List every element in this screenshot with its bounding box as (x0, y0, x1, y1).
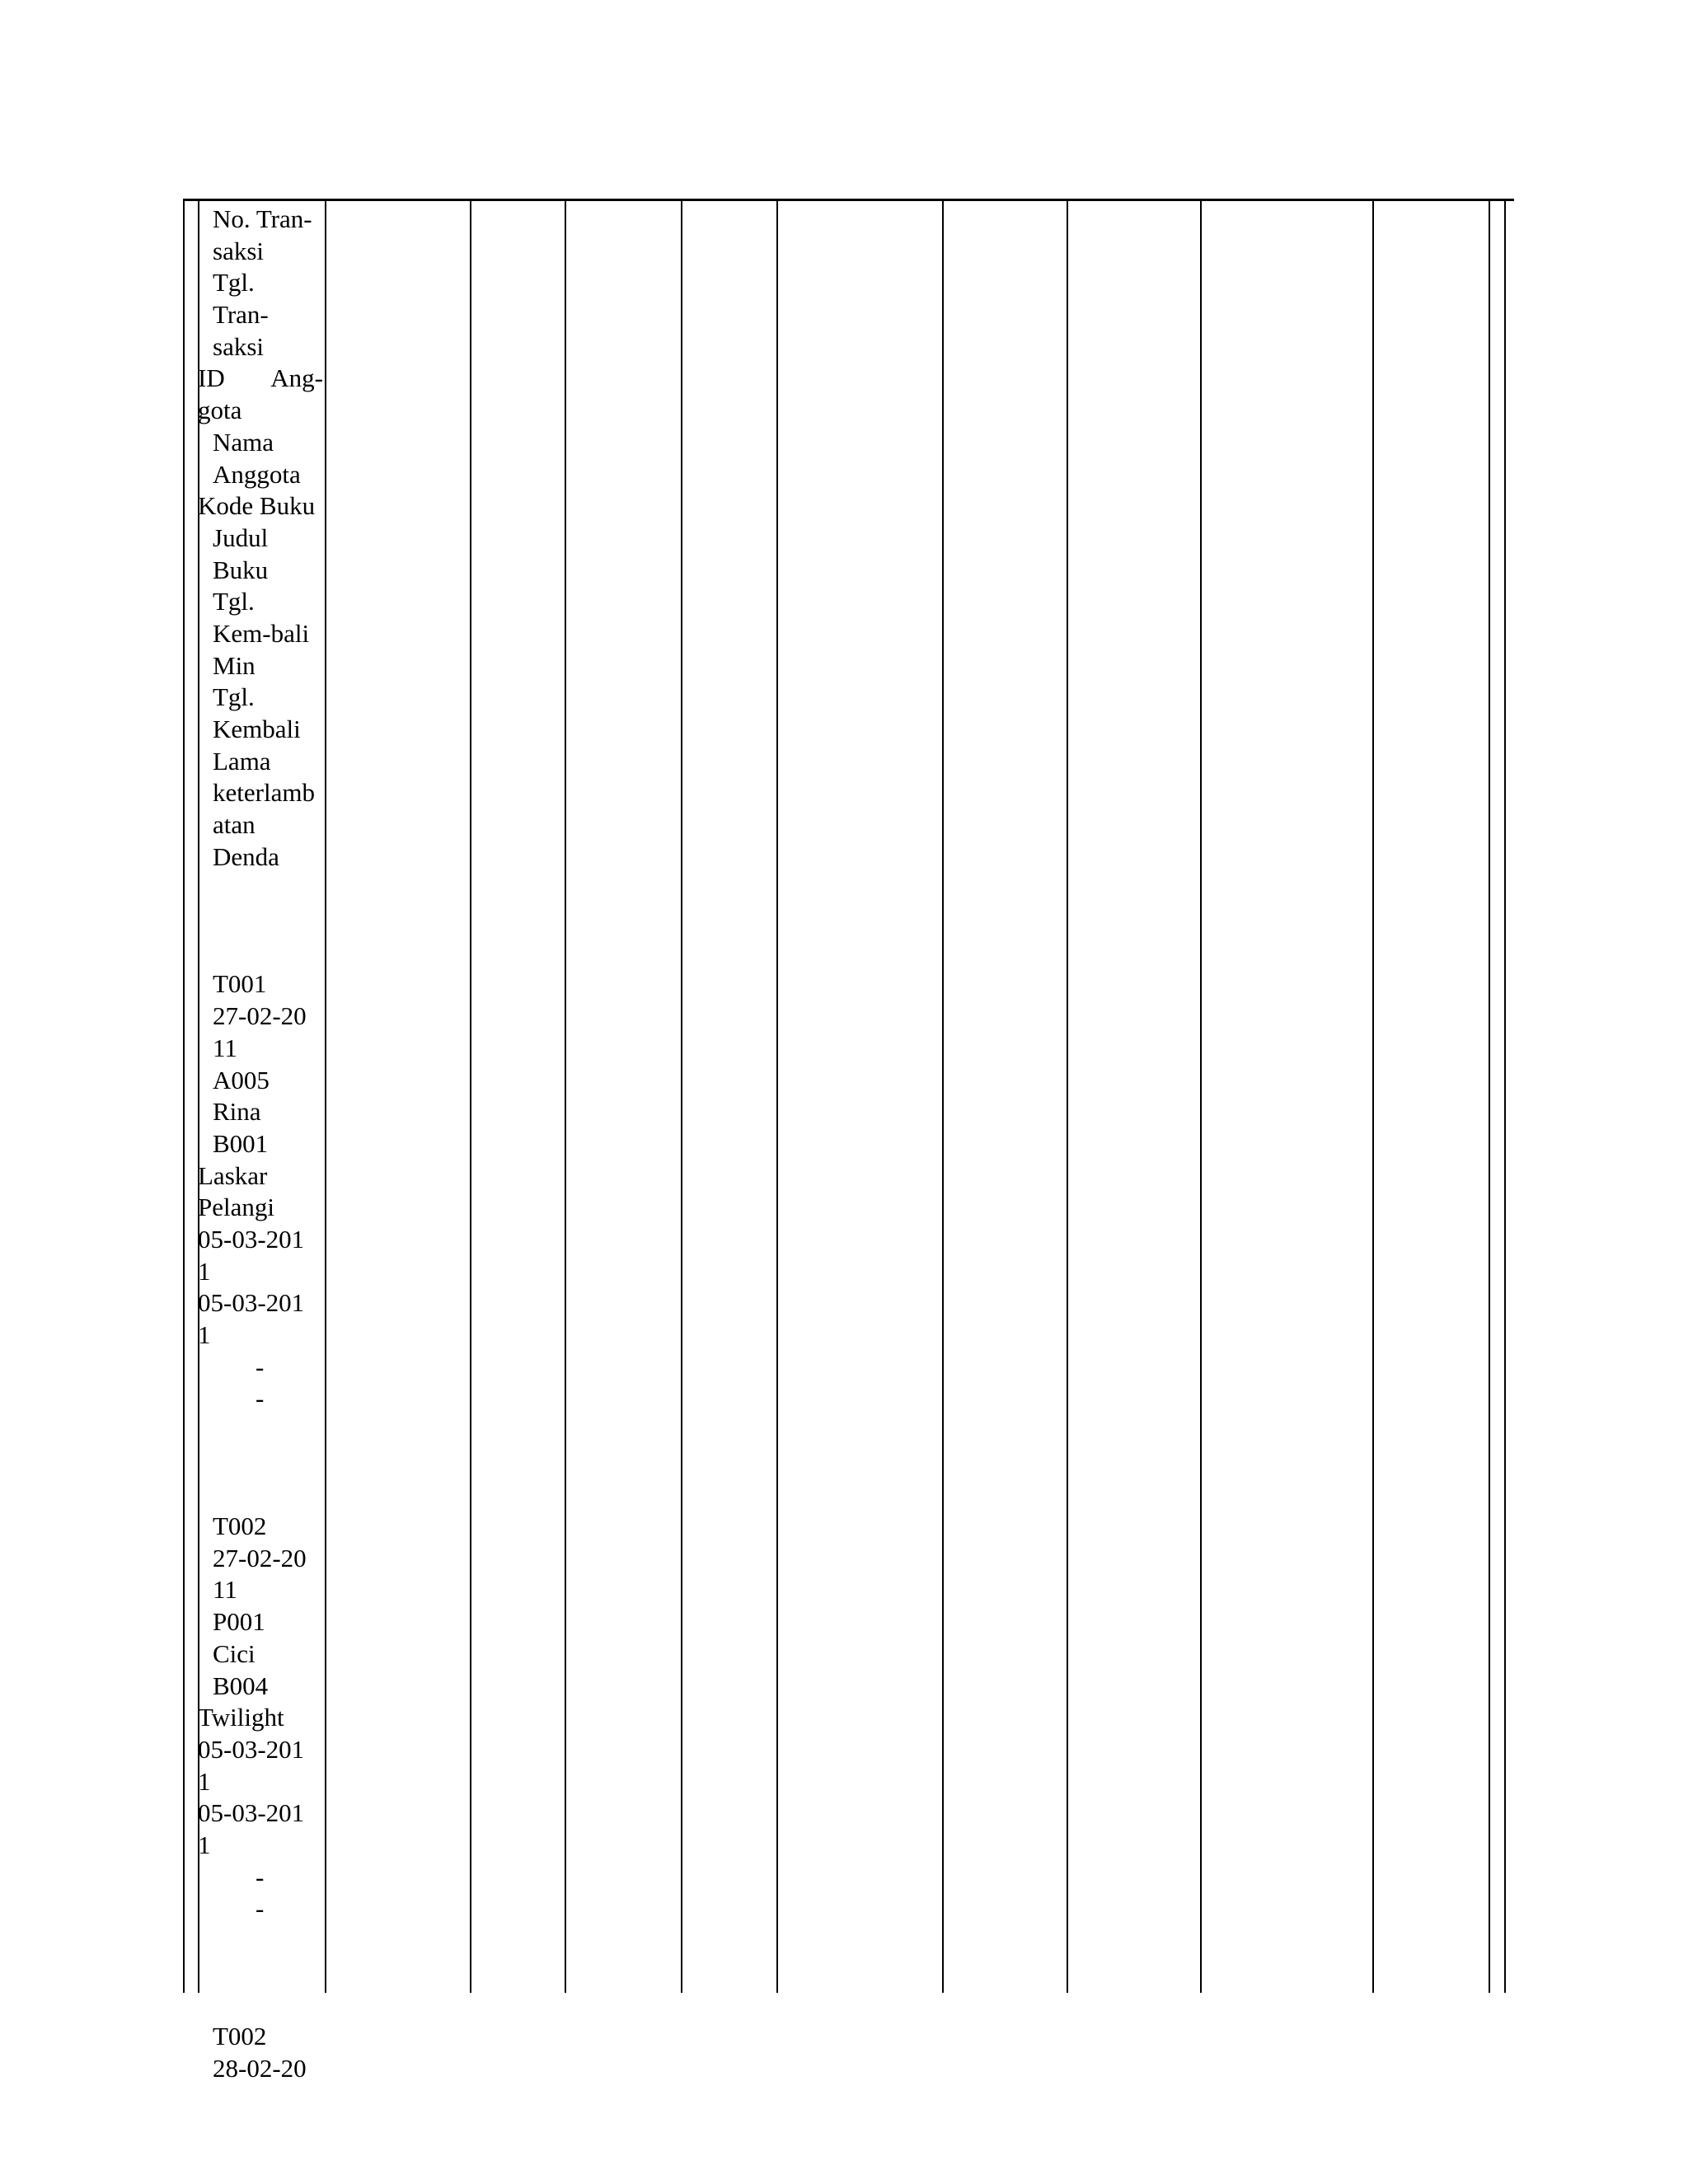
column-divider (681, 200, 682, 1993)
record-value-line: Rina (213, 1097, 261, 1127)
first-column-text (198, 204, 326, 2084)
table-top-border (183, 199, 1514, 201)
header-label-line: keterlamb (213, 778, 315, 808)
table-inner-right-border (1489, 200, 1490, 1993)
header-label-line: Kode Buku (198, 491, 316, 521)
record-value-line: P001 (213, 1607, 265, 1637)
record-value-line: B001 (213, 1128, 269, 1158)
column-divider (1200, 200, 1202, 1993)
column-divider (942, 200, 944, 1993)
record-spacer (198, 1925, 326, 2021)
header-label-line: Tgl. (213, 268, 255, 298)
header-label-line: saksi (213, 236, 264, 265)
header-label-line: Tgl. (213, 682, 255, 712)
column-divider (470, 200, 471, 1993)
column-divider (565, 200, 566, 1993)
header-label-line: Anggota (213, 459, 301, 489)
header-label-line: No. Tran- (213, 204, 312, 233)
record-spacer (198, 1415, 326, 1511)
record-value-line: Cici (213, 1638, 256, 1668)
record-spacer (198, 873, 326, 968)
record-value-line: Laskar (198, 1160, 268, 1190)
record-value-line: 1 (198, 1256, 211, 1286)
table-outer-left-border (183, 200, 185, 1993)
record-value-line: 28-02-20 (213, 2053, 307, 2083)
record-value-line: T002 (213, 2022, 267, 2050)
header-label-line: Kembali (213, 715, 301, 743)
record-value-line: 05-03-201 (198, 1288, 305, 1318)
record-value-line: 11 (213, 1033, 237, 1062)
record-value-line: 05-03-201 (198, 1734, 305, 1764)
header-label-line: Tran- (213, 300, 269, 330)
record-value-line: 1 (198, 1766, 211, 1796)
header-label-line: Judul (213, 523, 269, 552)
column-divider (1372, 200, 1374, 1993)
record-value-line: - (256, 1862, 265, 1891)
record-value-line: T001 (213, 969, 267, 999)
record-value-line: 05-03-201 (198, 1224, 305, 1254)
record-value-line: Twilight (198, 1703, 284, 1732)
header-label-line: Denda (213, 841, 279, 871)
record-value-line: - (256, 1894, 265, 1924)
table-outer-right-border (1504, 200, 1506, 1993)
header-label-line: Nama (213, 427, 274, 457)
header-label-line: Lama (213, 746, 271, 776)
header-label-line: Buku (213, 555, 269, 584)
header-label-line: Min (213, 650, 256, 680)
column-divider (776, 200, 778, 1993)
record-value-line: A005 (213, 1065, 270, 1094)
header-label-line: Kem-bali (213, 618, 310, 648)
header-label-line: gota (198, 396, 242, 425)
record-value-line: - (256, 1384, 265, 1413)
record-value-line: 1 (198, 1830, 211, 1859)
column-divider (1067, 200, 1068, 1993)
record-value-line: B004 (213, 1671, 269, 1700)
record-value-line: T002 (213, 1511, 267, 1541)
record-value-line: Pelangi (198, 1193, 274, 1222)
header-label-line: atan (213, 810, 256, 840)
record-value-line: 05-03-201 (198, 1798, 305, 1828)
record-value-line: 27-02-20 (213, 1543, 307, 1572)
record-value-line: 11 (213, 1575, 237, 1605)
record-value-line: - (256, 1352, 265, 1381)
record-value-line: 1 (198, 1320, 211, 1349)
record-value-line: 27-02-20 (213, 1001, 307, 1031)
header-label-line: saksi (213, 331, 264, 361)
header-label-line: Tgl. (213, 587, 255, 616)
header-label-line: ID Ang- (198, 363, 323, 393)
